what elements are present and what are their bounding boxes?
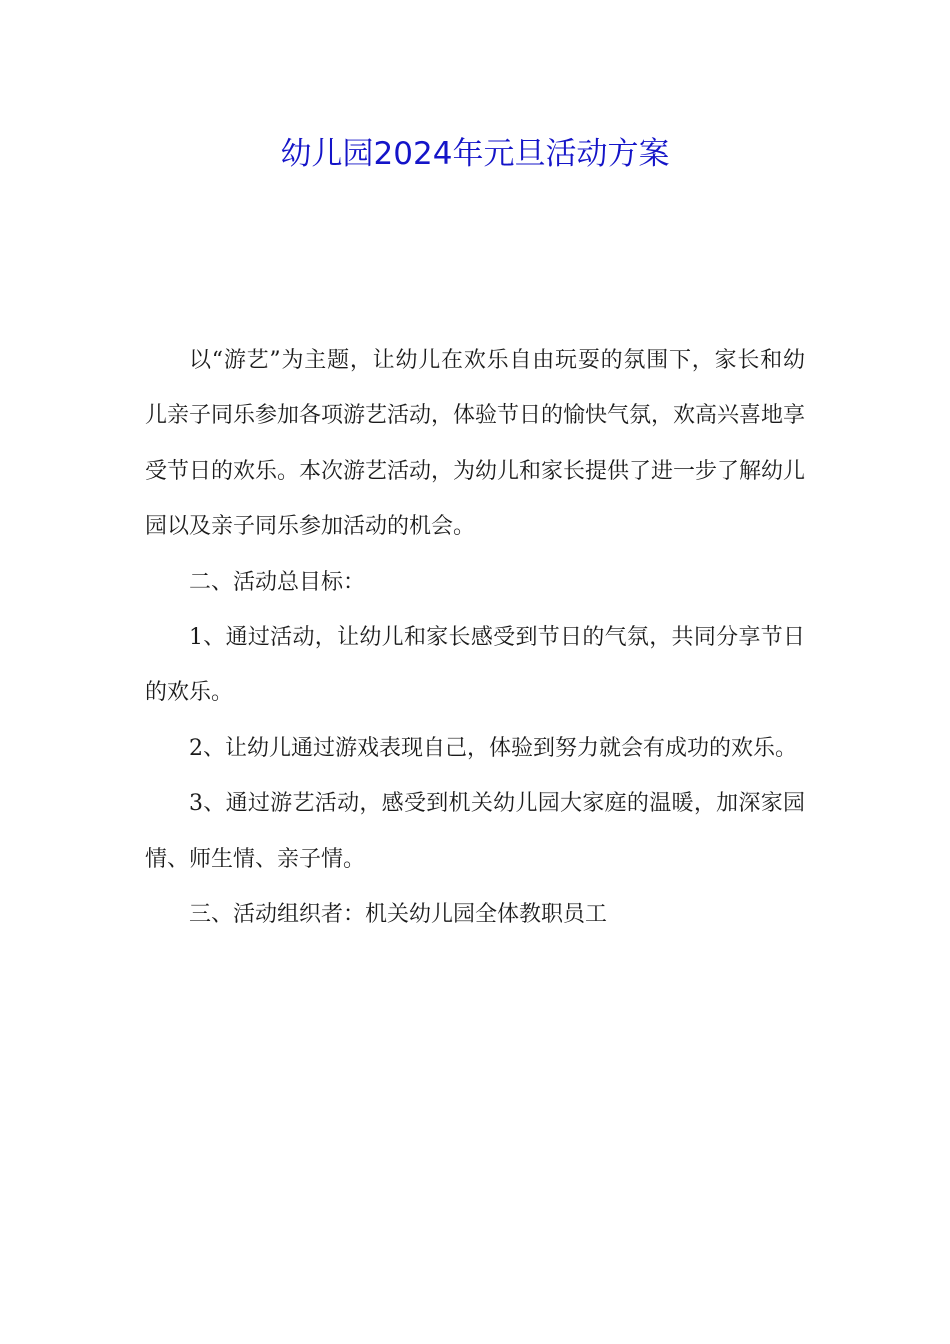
goal-item-1: 1、通过活动，让幼儿和家长感受到节日的气氛，共同分享节日的欢乐。 [145,625,805,706]
document-body [145,333,805,942]
section-heading-goals: 二、活动总目标： [189,569,366,595]
document-title: 幼儿园2024年元旦活动方案 [280,136,670,172]
goal-item-2: 2、让幼儿通过游戏表现自己，体验到努力就会有成功的欢乐。 [189,735,797,761]
section-heading-organizer: 三、活动组织者：机关幼儿园全体教职员工 [189,902,608,928]
intro-paragraph: 以“游艺”为主题，让幼儿在欢乐自由玩耍的氛围下，家长和幼儿亲子同乐参加各项游艺活动，体验节日的愉快气氛，欢高兴喜地享受节日的欢乐。本次游艺活动，为幼儿和家长提供了进一步了解幼儿园以及亲子同乐参加活动的机会。 [145,348,806,540]
goal-item-3: 3、通过游艺活动，感受到机关幼儿园大家庭的温暖，加深家园情、师生情、亲子情。 [145,791,805,872]
